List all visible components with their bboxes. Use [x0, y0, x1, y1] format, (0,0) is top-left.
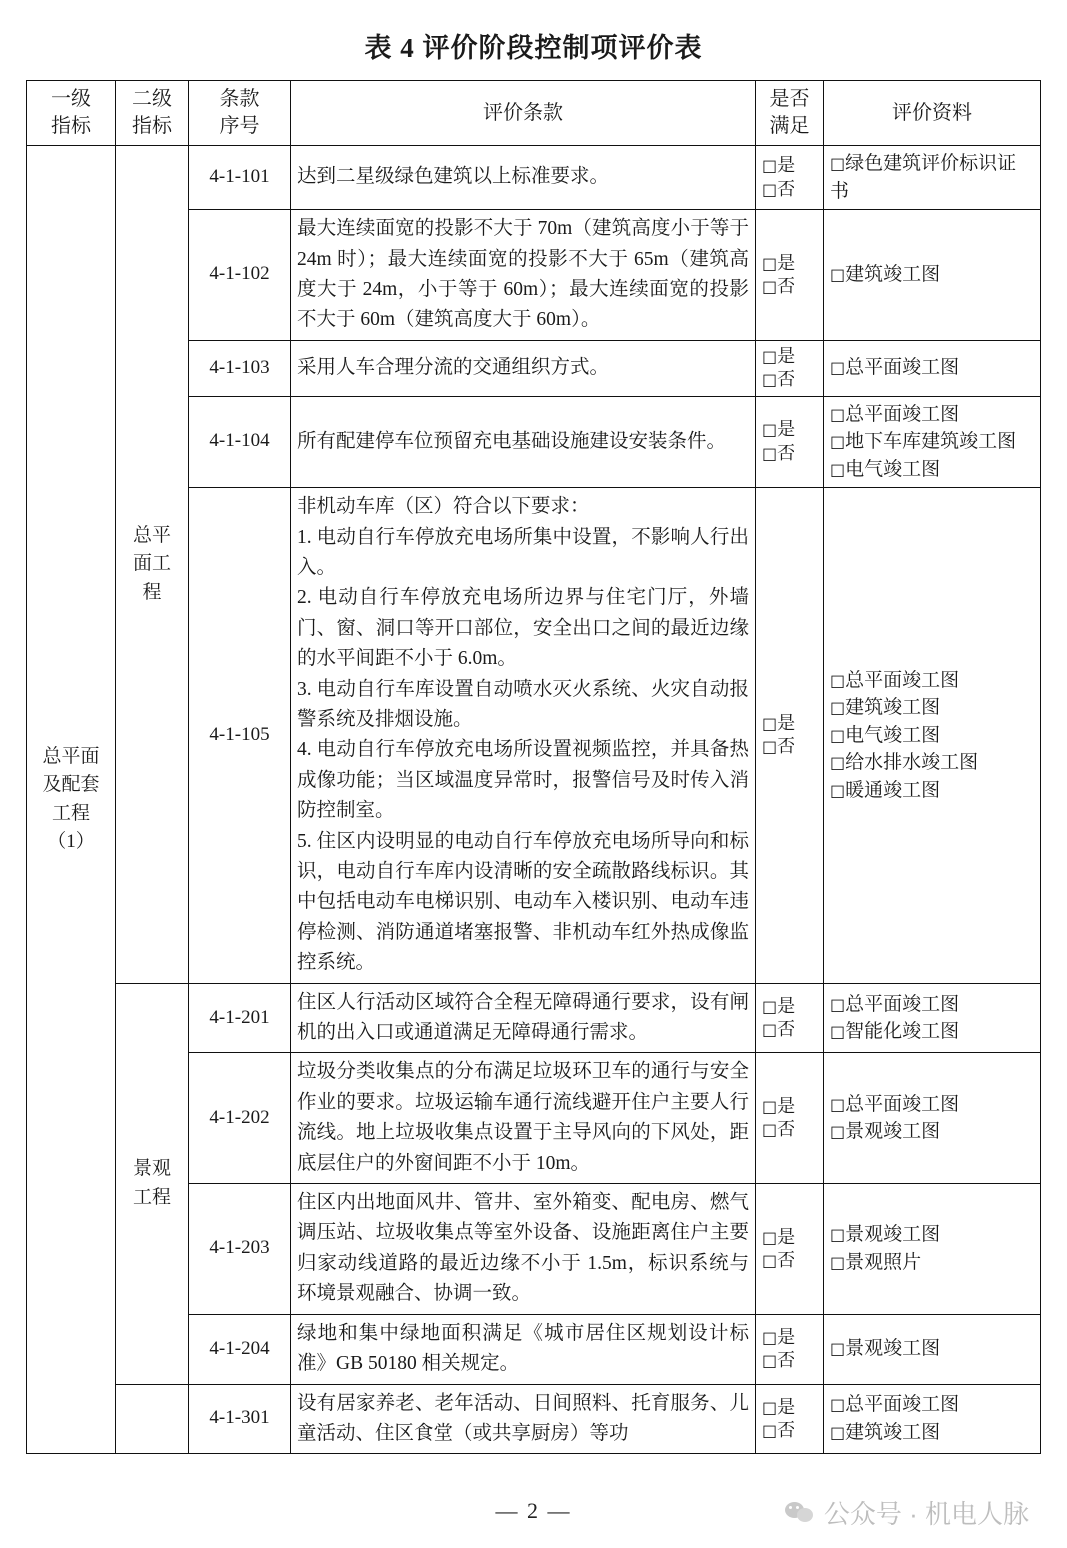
clause-text-line: 5. 住区内设明显的电动自行车停放充电场所导向和标识，电动自行车库内设清晰的安全疏散路线标识。其中包括电动车电梯识别、电动车入楼识别、电动车违停检测、消防通道堵塞报警、非机动车红外热成像监控系统。: [297, 830, 749, 974]
materials-cell: [824, 1184, 1041, 1315]
satisfy-option-label: 是: [777, 252, 796, 273]
material-label: 景观竣工图: [845, 1224, 941, 1246]
clause-text-line: 最大连续面宽的投影不大于 70m（建筑高度小于等于 24m 时）；最大连续面宽的投影不大于 65m（建筑高度大于 24m，小于等于 60m）；最大连续面宽的投影不大于 60m（建筑高度大于 60m）。: [297, 218, 749, 331]
material-label: 总平面竣工图: [845, 357, 960, 379]
satisfy-checkbox-option[interactable]: [762, 275, 817, 298]
clause-number-cell: 4-1-105: [189, 488, 291, 984]
table-row: [27, 983, 1041, 1053]
checkbox-icon[interactable]: □: [762, 1351, 778, 1371]
material-checkbox-item[interactable]: [830, 777, 1034, 805]
satisfy-option-label: 否: [777, 369, 796, 390]
satisfy-option-label: 是: [777, 1326, 796, 1347]
material-label: 总平面竣工图: [845, 1093, 960, 1115]
clause-number-cell: 4-1-102: [189, 210, 291, 341]
checkbox-icon[interactable]: □: [830, 1122, 846, 1142]
satisfy-option-label: 否: [777, 736, 796, 757]
material-checkbox-item[interactable]: [830, 456, 1034, 484]
level1-indicator-line: （1）: [47, 831, 95, 853]
material-checkbox-item[interactable]: [830, 1335, 1034, 1363]
header-line: 指标: [132, 115, 172, 137]
clause-text-cell: [291, 983, 756, 1053]
checkbox-icon[interactable]: □: [762, 253, 778, 273]
checkbox-icon[interactable]: □: [830, 1094, 846, 1114]
material-label: 总平面竣工图: [845, 669, 960, 691]
material-label: 景观竣工图: [845, 1338, 941, 1360]
material-checkbox-item[interactable]: [830, 428, 1034, 456]
column-header-level1: [27, 81, 116, 146]
table-row: [27, 1384, 1041, 1454]
checkbox-icon[interactable]: □: [830, 1339, 846, 1359]
checkbox-icon[interactable]: □: [762, 179, 778, 199]
clause-number-cell: 4-1-301: [189, 1384, 291, 1454]
clause-text-line: 采用人车合理分流的交通组织方式。: [297, 356, 610, 378]
satisfy-checkbox-option[interactable]: [762, 735, 817, 758]
checkbox-icon[interactable]: □: [762, 714, 778, 733]
wechat-icon: [785, 1501, 815, 1525]
satisfy-checkbox-option[interactable]: [762, 1396, 817, 1419]
satisfy-checkbox-option[interactable]: [762, 1249, 817, 1272]
checkbox-icon[interactable]: □: [830, 1422, 846, 1442]
material-checkbox-item[interactable]: [830, 1018, 1034, 1046]
satisfy-option-label: 是: [777, 1095, 796, 1116]
satisfy-option-label: 否: [777, 1249, 796, 1270]
materials-cell: [824, 1384, 1041, 1454]
material-label: 暖通竣工图: [845, 779, 941, 801]
clause-text-line: 4. 电动自行车停放充电场所设置视频监控，并具备热成像功能；当区域温度异常时，报警信号及时传入消防控制室。: [297, 739, 749, 822]
checkbox-icon[interactable]: □: [830, 358, 846, 378]
material-checkbox-item[interactable]: [830, 1091, 1034, 1119]
satisfy-option-label: 是: [777, 1226, 796, 1247]
satisfy-checkbox-option[interactable]: [762, 178, 817, 201]
page-footer: [0, 1498, 1067, 1538]
satisfy-option-label: 否: [777, 442, 796, 463]
satisfy-option-label: 否: [777, 275, 796, 296]
satisfy-cell: [756, 488, 824, 984]
materials-cell: [824, 146, 1041, 210]
watermark-text: 公众号 · 机电人脉: [823, 1499, 1029, 1529]
header-line: 条款: [219, 88, 260, 110]
satisfy-option-label: 是: [777, 1396, 796, 1417]
satisfy-cell: [756, 1053, 824, 1184]
satisfy-option-label: 否: [777, 1419, 796, 1440]
checkbox-icon[interactable]: □: [830, 994, 846, 1014]
checkbox-icon[interactable]: □: [762, 443, 778, 463]
column-header-materials: 评价资料: [824, 81, 1041, 146]
materials-cell: [824, 210, 1041, 341]
material-label: 给水排水竣工图: [845, 752, 979, 774]
page-number: — 2 —: [495, 1498, 572, 1523]
satisfy-checkbox-option[interactable]: [762, 368, 817, 391]
clause-text-line: 3. 电动自行车库设置自动喷水灭火系统、火灾自动报警系统及排烟设施。: [297, 678, 749, 730]
material-label: 智能化竣工图: [845, 1021, 960, 1043]
material-label: 总平面竣工图: [845, 403, 960, 425]
watermark: [785, 1494, 1029, 1531]
satisfy-option-label: 否: [777, 1119, 796, 1140]
column-header-level2: [116, 81, 189, 146]
clause-text-line: 设有居家养老、老年活动、日间照料、托育服务、儿童活动、住区食堂（或共享厨房）等功: [297, 1392, 749, 1444]
material-label: 景观竣工图: [845, 1121, 941, 1143]
checkbox-icon[interactable]: □: [830, 154, 846, 173]
satisfy-cell: [756, 210, 824, 341]
clause-text-cell: [291, 488, 756, 984]
checkbox-icon[interactable]: □: [762, 156, 778, 176]
clause-number-cell: 4-1-104: [189, 396, 291, 488]
clause-text-line: 住区人行活动区域符合全程无障碍通行要求，设有闸机的出入口或通道满足无障碍通行需求。: [297, 991, 749, 1044]
checkbox-icon[interactable]: □: [762, 1120, 778, 1140]
material-label: 景观照片: [845, 1251, 922, 1273]
checkbox-icon[interactable]: □: [762, 1250, 778, 1270]
clause-text-line: 非机动车库（区）符合以下要求：: [297, 496, 590, 518]
material-checkbox-item[interactable]: [830, 991, 1034, 1019]
material-label: 绿色建筑评价标识证书: [830, 153, 1017, 202]
clause-text-line: 垃圾分类收集点的分布满足垃圾环卫车的通行与安全作业的要求。垃圾运输车通行流线避开住户主要人行流线。地上垃圾收集点设置于主导风向的下风处，距底层住户的外窗间距不小于 10m。: [297, 1061, 749, 1174]
clause-text-line: 所有配建停车位预留充电基础设施建设安装条件。: [297, 430, 727, 452]
material-checkbox-item[interactable]: [830, 1118, 1034, 1146]
header-line: 序号: [219, 115, 260, 137]
checkbox-icon[interactable]: □: [830, 1395, 846, 1415]
satisfy-checkbox-option[interactable]: [762, 154, 817, 177]
material-label: 电气竣工图: [845, 458, 941, 480]
satisfy-option-label: 否: [777, 178, 796, 199]
level1-indicator-cell: [27, 146, 116, 1454]
material-checkbox-item[interactable]: [830, 722, 1034, 750]
satisfy-cell: [756, 146, 824, 210]
satisfy-cell: [756, 983, 824, 1053]
checkbox-icon[interactable]: □: [762, 420, 778, 440]
material-checkbox-item[interactable]: [830, 1221, 1034, 1249]
checkbox-icon[interactable]: □: [830, 753, 846, 773]
level2-indicator-line: 工程: [132, 1186, 171, 1208]
satisfy-cell: [756, 396, 824, 488]
checkbox-icon[interactable]: □: [830, 265, 846, 285]
checkbox-icon[interactable]: □: [830, 404, 846, 424]
satisfy-checkbox-option[interactable]: [762, 1095, 817, 1118]
header-line: 指标: [51, 115, 91, 137]
material-label: 地下车库建筑竣工图: [845, 431, 1017, 453]
material-checkbox-item[interactable]: [830, 261, 1034, 289]
checkbox-icon[interactable]: □: [830, 670, 846, 690]
clause-text-line: 达到二星级绿色建筑以上标准要求。: [297, 166, 610, 188]
table-header: [27, 81, 1041, 146]
satisfy-checkbox-option[interactable]: [762, 1349, 817, 1372]
level1-indicator-line: 工程: [51, 802, 90, 824]
clause-text-cell: [291, 1314, 756, 1384]
material-label: 建筑竣工图: [845, 697, 941, 719]
satisfy-checkbox-option[interactable]: [762, 345, 817, 368]
satisfy-cell: [756, 1384, 824, 1454]
satisfy-cell: [756, 340, 824, 396]
clause-text-cell: [291, 1384, 756, 1454]
satisfy-checkbox-option[interactable]: [762, 1118, 817, 1141]
satisfy-checkbox-option[interactable]: [762, 1326, 817, 1349]
checkbox-icon[interactable]: □: [762, 276, 778, 296]
materials-cell: [824, 396, 1041, 488]
clause-text-cell: [291, 210, 756, 341]
header-line: 是否: [769, 88, 810, 110]
satisfy-option-label: 是: [777, 713, 796, 733]
checkbox-icon[interactable]: □: [762, 737, 778, 757]
materials-cell: [824, 1053, 1041, 1184]
clause-number-cell: 4-1-202: [189, 1053, 291, 1184]
table-body: [27, 146, 1041, 1454]
clause-text-cell: [291, 1184, 756, 1315]
satisfy-checkbox-option[interactable]: [762, 995, 817, 1018]
satisfy-option-label: 否: [777, 1350, 796, 1371]
checkbox-icon[interactable]: □: [830, 432, 846, 452]
satisfy-cell: [756, 1314, 824, 1384]
material-checkbox-item[interactable]: [830, 1419, 1034, 1447]
material-checkbox-item[interactable]: [830, 401, 1034, 429]
level2-indicator-line: 程: [142, 581, 162, 603]
level2-indicator-line: 面工: [132, 553, 171, 575]
checkbox-icon[interactable]: □: [762, 1096, 778, 1116]
material-label: 建筑竣工图: [845, 1421, 941, 1443]
satisfy-option-label: 是: [777, 995, 796, 1016]
satisfy-checkbox-option[interactable]: [762, 1419, 817, 1442]
material-checkbox-item[interactable]: [830, 667, 1034, 695]
satisfy-checkbox-option[interactable]: [762, 442, 817, 465]
material-checkbox-item[interactable]: [830, 354, 1034, 382]
level1-indicator-line: 及配套: [42, 774, 100, 796]
checkbox-icon[interactable]: □: [830, 1225, 846, 1245]
clause-number-cell: 4-1-103: [189, 340, 291, 396]
clause-text-line: 住区内出地面风井、管井、室外箱变、配电房、燃气调压站、垃圾收集点等室外设备、设施距离住户主要归家动线道路的最近边缘不小于 1.5m，标识系统与环境景观融合、协调一致。: [297, 1192, 749, 1305]
clause-number-cell: 4-1-201: [189, 983, 291, 1053]
material-checkbox-item[interactable]: [830, 1391, 1034, 1419]
clause-text-cell: [291, 146, 756, 210]
materials-cell: [824, 340, 1041, 396]
clause-text-cell: [291, 340, 756, 396]
clause-text-line: 1. 电动自行车停放充电场所集中设置，不影响人行出入。: [297, 526, 749, 578]
material-checkbox-item[interactable]: [830, 150, 1034, 205]
material-label: 总平面竣工图: [845, 1394, 960, 1416]
clause-text-cell: [291, 1053, 756, 1184]
header-row: [27, 81, 1041, 146]
header-line: 满足: [769, 115, 810, 137]
satisfy-checkbox-option[interactable]: [762, 712, 817, 735]
checkbox-icon[interactable]: □: [830, 459, 846, 479]
checkbox-icon[interactable]: □: [762, 1397, 778, 1417]
materials-cell: [824, 983, 1041, 1053]
level2-indicator-cell: [116, 146, 189, 984]
checkbox-icon[interactable]: □: [762, 1327, 778, 1347]
evaluation-table: [26, 80, 1041, 1454]
level2-indicator-line: 景观: [132, 1158, 171, 1180]
level1-indicator-line: 总平面: [42, 745, 100, 767]
checkbox-icon[interactable]: □: [762, 1420, 778, 1440]
satisfy-checkbox-option[interactable]: [762, 1018, 817, 1041]
satisfy-option-label: 是: [777, 345, 796, 366]
checkbox-icon[interactable]: □: [830, 1022, 846, 1042]
material-label: 建筑竣工图: [845, 264, 941, 286]
material-checkbox-item[interactable]: [830, 694, 1034, 722]
clause-number-cell: 4-1-101: [189, 146, 291, 210]
level2-indicator-cell: [116, 1384, 189, 1454]
material-checkbox-item[interactable]: [830, 1249, 1034, 1277]
material-label: 电气竣工图: [845, 724, 941, 746]
table-row: [27, 146, 1041, 210]
column-header-clause-no: [189, 81, 291, 146]
checkbox-icon[interactable]: □: [762, 1227, 778, 1247]
clause-text-cell: [291, 396, 756, 488]
level2-indicator-cell: [116, 983, 189, 1384]
header-line: 二级: [132, 88, 172, 110]
clause-text-line: 绿地和集中绿地面积满足《城市居住区规划设计标准》GB 50180 相关规定。: [297, 1322, 749, 1375]
checkbox-icon[interactable]: □: [762, 1020, 778, 1040]
column-header-clause-text: 评价条款: [291, 81, 756, 146]
satisfy-checkbox-option[interactable]: [762, 252, 817, 275]
column-header-satisfy: [756, 81, 824, 146]
satisfy-option-label: 是: [777, 419, 796, 440]
satisfy-option-label: 否: [777, 1019, 796, 1040]
materials-cell: [824, 488, 1041, 984]
level2-indicator-line: 总平: [132, 524, 171, 546]
satisfy-option-label: 是: [777, 155, 796, 176]
satisfy-cell: [756, 1184, 824, 1315]
satisfy-checkbox-option[interactable]: [762, 1226, 817, 1249]
checkbox-icon[interactable]: □: [762, 370, 778, 390]
clause-text-line: 2. 电动自行车停放充电场所边界与住宅门厅，外墙门、窗、洞口等开口部位，安全出口之间的最近边缘的水平间距不小于 6.0m。: [297, 587, 749, 670]
checkbox-icon[interactable]: □: [830, 1252, 846, 1272]
checkbox-icon[interactable]: □: [830, 780, 846, 800]
page-title: 表 4 评价阶段控制项评价表: [364, 33, 703, 63]
material-label: 总平面竣工图: [845, 993, 960, 1015]
checkbox-icon[interactable]: □: [762, 346, 778, 366]
checkbox-icon[interactable]: □: [830, 698, 846, 718]
clause-number-cell: 4-1-203: [189, 1184, 291, 1315]
satisfy-checkbox-option[interactable]: [762, 418, 817, 441]
clause-number-cell: 4-1-204: [189, 1314, 291, 1384]
checkbox-icon[interactable]: □: [830, 725, 846, 745]
header-line: 一级: [51, 88, 91, 110]
materials-cell: [824, 1314, 1041, 1384]
checkbox-icon[interactable]: □: [762, 996, 778, 1016]
material-checkbox-item[interactable]: [830, 749, 1034, 777]
